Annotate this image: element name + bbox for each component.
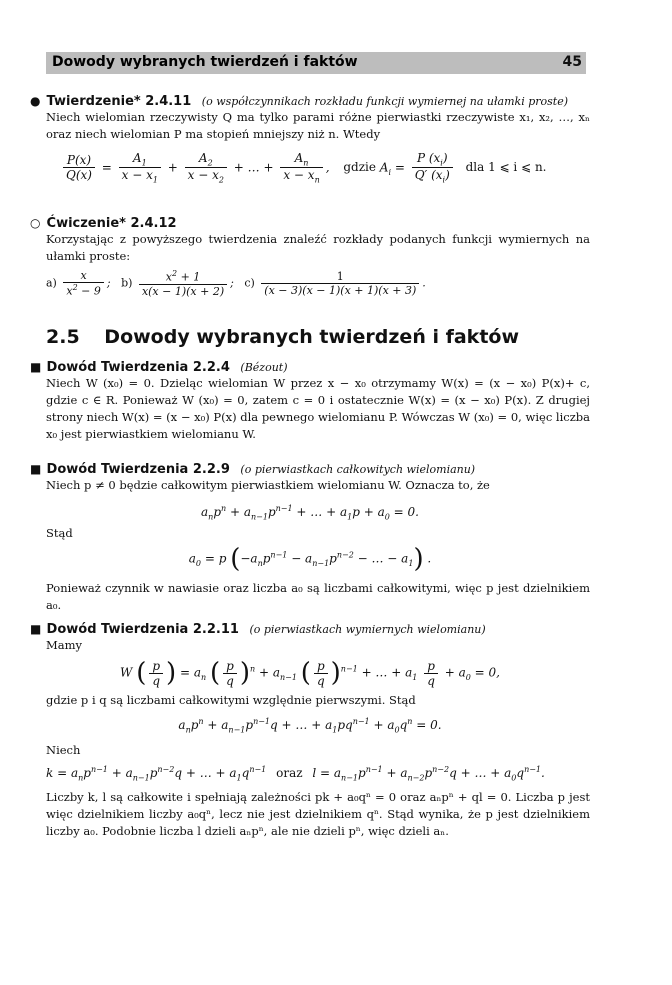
- exercise-formulas: a) $\frac{x}{x^2 - 9}$ ; b) $\frac{x^2 + 1}{x(x - 1)(x + 2)}$ ; c) $\frac{1}{(x - 3)(x - 1)(x + 1)(x + 3)}$ .: [46, 269, 426, 298]
- equation-a0-factor: $a_0 = p$ ($-a_np^{n-1} - a_{n-1}p^{n-2}$ − … − $a_1$) .: [188, 544, 432, 575]
- proof-rational-roots: [30, 622, 590, 840]
- niech-word: Niech: [46, 743, 81, 758]
- page-number: 45: [562, 54, 582, 70]
- equation-cleared: $a_np^n + a_{n-1}p^{n-1}q$ + … + $a_1pq^{n-1} + a_0q^n = 0$.: [178, 717, 442, 735]
- proof-bezout-subtitle: (Bézout): [240, 361, 288, 374]
- proof-integer-roots-label: Dowód Twierdzenia 2.2.9: [46, 462, 230, 477]
- oraz-word: oraz: [276, 766, 303, 781]
- proof-integer-roots: [30, 462, 590, 614]
- equation-integer-root: $a_np^n + a_{n-1}p^{n-1}$ + … + $a_1p + a_0 = 0$.: [201, 504, 419, 522]
- proof-rational-roots-text2: Liczby k, l są całkowite i spełniają zależności pk + a₀qⁿ = 0 oraz aₙpⁿ + ql = 0. Liczba p jest więc dzielnikiem liczby a₀qⁿ, lecz nie jest dzielnikiem qⁿ. Stąd wynika, że p jest dzielnikiem liczby a₀. Podobnie liczba l dzieli aₙpⁿ, ale nie dzieli pⁿ, więc dzieli aₙ.: [46, 789, 590, 838]
- theorem-formula: $\frac{P(x)}{Q(x)}$ = $\frac{A_1}{x - x_1}$ + $\frac{A_2}{x - x_2}$ + … + $\frac{A_n}{x - x_n}$ , gdzie $A_i$ = $\frac{P (x_i)}{Q' (x_i)}$ dla 1 ⩽ i ⩽ n.: [60, 151, 590, 185]
- theorem-subtitle: (o współczynnikach rozkładu funkcji wymiernej na ułamki proste): [201, 95, 568, 108]
- equation-rational-root: W ( $\frac{p}{q}$ ) = $a_n$ ( $\frac{p}{q}$ )$^n + a_{n-1}$ ( $\frac{p}{q}$ )$^{n-1}$ + … + $a_1$ $\frac{p}{q}$ + $a_0 = 0$,: [120, 658, 500, 688]
- proof-integer-roots-text1: Niech p ≠ 0 będzie całkowitym pierwiastkiem wielomianu W. Oznacza to, że: [46, 478, 490, 492]
- dla-text: dla 1 ⩽ i ⩽ n.: [465, 160, 547, 175]
- proof-integer-roots-marker: ■: [30, 462, 42, 476]
- proof-bezout: [30, 360, 590, 443]
- proof-bezout-label: Dowód Twierdzenia 2.2.4: [46, 360, 230, 375]
- section-number: 2.5: [46, 326, 80, 348]
- mamy-word: Mamy: [46, 638, 83, 652]
- proof-integer-roots-subtitle: (o pierwiastkach całkowitych wielomianu): [240, 463, 476, 476]
- theorem-label: Twierdzenie* 2.4.11: [46, 94, 192, 109]
- exercise-bullet: ○: [30, 216, 41, 230]
- proof-rational-roots-text1: gdzie p i q są liczbami całkowitymi względnie pierwszymi. Stąd: [46, 693, 416, 707]
- exercise-block: [30, 216, 590, 298]
- exercise-text: Korzystając z powyższego twierdzenia znaleźć rozkłady podanych funkcji wymiernych na ułamki proste:: [46, 232, 590, 263]
- proof-integer-roots-text2: Ponieważ czynnik w nawiasie oraz liczba a₀ są liczbami całkowitymi, więc p jest dzielnikiem a₀.: [46, 581, 590, 613]
- theorem-bullet: ●: [30, 94, 41, 108]
- proof-bezout-text: Niech W (x₀) = 0. Dzieląc wielomian W przez x − x₀ otrzymamy W(x) = (x − x₀) P(x)+ c, gdzie c ∈ R. Ponieważ W (x₀) = 0, zatem c = 0 i ostatecznie W(x) = (x − x₀) P(x). Z drugiej strony niech W(x) = (x − x₀) P(x) dla pewnego wielomianu P. Wówczas W (x₀) = 0, więc liczba x₀ jest pierwiastkiem wielomianu W.: [46, 376, 590, 441]
- stad-word-1: Stąd: [46, 526, 73, 541]
- proof-rational-roots-label: Dowód Twierdzenia 2.2.11: [46, 622, 239, 637]
- proof-rational-roots-subtitle: (o pierwiastkach wymiernych wielomianu): [249, 623, 486, 636]
- gdzie-word: gdzie: [343, 160, 376, 175]
- header-title: Dowody wybranych twierdzeń i faktów: [52, 54, 358, 70]
- running-header: [46, 52, 586, 74]
- theorem-block: [30, 94, 590, 185]
- equation-k-l: $k = a_np^{n-1} + a_{n-1}p^{n-2}q$ + … + $a_1q^{n-1}$ oraz $l = a_{n-1}p^{n-1} + a_{n-2}p^{n-2}q$ + … + $a_0q^{n-1}$.: [46, 765, 545, 783]
- exercise-label: Ćwiczenie* 2.4.12: [46, 216, 177, 231]
- proof-bezout-marker: ■: [30, 360, 42, 374]
- section-title: Dowody wybranych twierdzeń i faktów: [104, 326, 520, 348]
- theorem-text: Niech wielomian rzeczywisty Q ma tylko parami różne pierwiastki rzeczywiste x₁, x₂, …, xₙ oraz niech wielomian P ma stopień mniejszy niż n. Wtedy: [46, 110, 590, 141]
- proof-rational-roots-marker: ■: [30, 622, 42, 636]
- section-heading: [46, 326, 519, 348]
